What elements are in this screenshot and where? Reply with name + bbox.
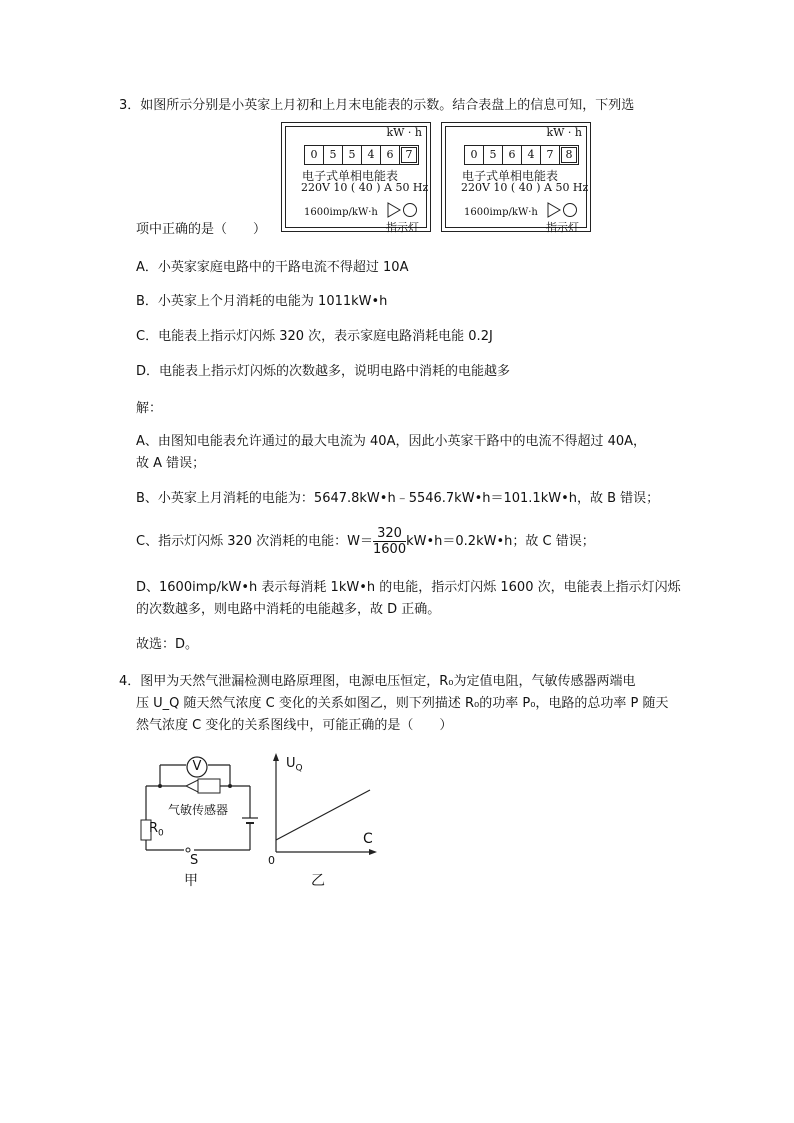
solution-c [136,524,595,560]
indicator-lamp-icon [386,201,426,219]
fraction-numerator: 320 [373,526,406,542]
circuit-caption: 甲 [184,873,198,889]
q4-stem-line3: 然气浓度 C 变化的关系图线中，可能正确的是（ ） [136,718,453,733]
solution-c-suffix: kW•h＝0.2kW•h；故 C 错误； [406,534,595,549]
q4-stem-line2: 压 U_Q 随天然气浓度 C 变化的关系如图乙，则下列描述 R₀的功率 P₀，电路的总功率 P 随天 [136,696,669,711]
resistor-label-subscript: 0 [158,828,164,839]
meter-spec: 220V 10 ( 40 ) A 50 Hz [301,181,429,194]
meter-name: 电子式单相电能表 [302,169,399,183]
meter-digit: 4 [362,146,381,164]
meter-unit: kW · h [386,126,422,139]
sensor-label: 气敏传感器 [168,803,229,817]
meter-digit: 4 [522,146,541,164]
q3-stem-line1: 3．如图所示分别是小英家上月初和上月末电能表的示数。结合表盘上的信息可知，下列选 [119,98,635,113]
solution-d-line2: 的次数越多，则电路中消耗的电能越多，故 D 正确。 [136,602,441,617]
resistor-label-symbol: R [149,821,159,836]
meter-digits [464,145,579,165]
fraction [373,526,406,557]
solution-b: B、小英家上月消耗的电能为：5647.8kW•h﹣5546.7kW•h＝101.1kW•h，故 B 错误； [136,491,660,506]
graph-caption: 乙 [311,873,325,889]
meter-spec: 220V 10 ( 40 ) A 50 Hz [461,181,589,194]
meter-digit: 7 [541,146,560,164]
graph-x-label: C [363,831,373,847]
solution-d-line1: D、1600imp/kW•h 表示每消耗 1kW•h 的电能，指示灯闪烁 1600 次，电能表上指示灯闪烁 [136,580,681,595]
q3-option-b: B．小英家上个月消耗的电能为 1011kW•h [136,294,388,309]
solution-label: 解： [136,401,163,416]
graph-y-label-symbol: U [286,756,296,771]
q3-option-a: A．小英家家庭电路中的干路电流不得超过 10A [136,260,409,275]
meter-digit: 5 [324,146,343,164]
meter-digit-decimal: 8 [561,147,577,163]
graph-origin: 0 [268,854,275,867]
answer: 故选：D。 [136,637,199,652]
fraction-denominator: 1600 [373,542,407,557]
solution-a-line1: A、由图知电能表允许通过的最大电流为 40A，因此小英家干路中的电流不得超过 40A， [136,434,647,449]
solution-c-prefix: C、指示灯闪烁 320 次消耗的电能：W＝ [136,534,374,549]
meter-lamp-label: 指示灯 [546,221,579,234]
q3-stem-line2: 项中正确的是（ ） [136,222,267,237]
meter-digit: 0 [465,146,484,164]
meter-lamp-label: 指示灯 [386,221,419,234]
meter-digit: 6 [381,146,400,164]
graph-y-label [286,755,303,778]
meter-digit: 5 [484,146,503,164]
voltmeter-label: V [192,759,202,774]
q3-option-c: C．电能表上指示灯闪烁 320 次，表示家庭电路消耗电能 0.2J [136,329,493,344]
meter-digits [304,145,419,165]
meter-name: 电子式单相电能表 [462,169,559,183]
meter-digit: 6 [503,146,522,164]
q3-option-d: D．电能表上指示灯闪烁的次数越多，说明电路中消耗的电能越多 [136,364,511,379]
resistor-label [149,820,164,843]
meter-digit-decimal: 7 [401,147,417,163]
q4-stem-line1: 4．图甲为天然气泄漏检测电路原理图，电源电压恒定，R₀为定值电阻，气敏传感器两端电 [119,674,636,689]
meter-digit: 5 [343,146,362,164]
switch-label: S [190,853,199,868]
meter-digit: 0 [305,146,324,164]
meter-imp: 1600imp/kW·h [304,207,378,218]
meter-left [281,122,431,232]
graph-y-label-subscript: Q [295,763,303,774]
solution-a-line2: 故 A 错误； [136,456,206,471]
meter-imp: 1600imp/kW·h [464,207,538,218]
meter-unit: kW · h [546,126,582,139]
meter-right [441,122,591,232]
indicator-lamp-icon [546,201,586,219]
